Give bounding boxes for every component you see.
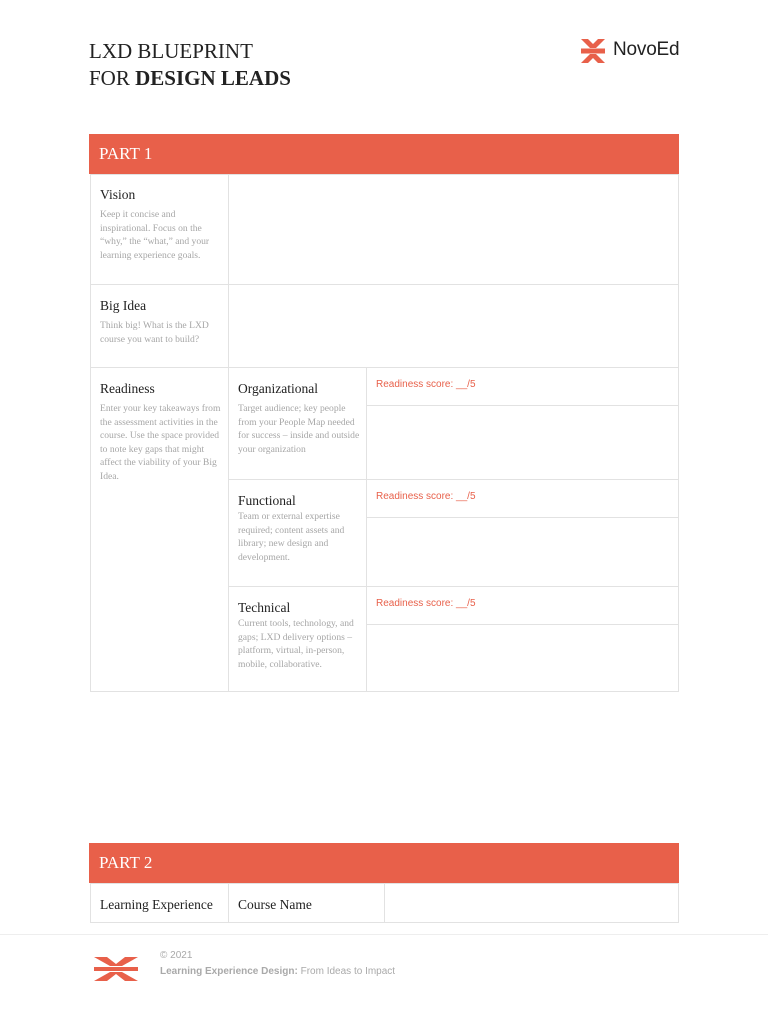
vision-hint: Keep it concise and inspirational. Focus on the “why,” the “what,” and your learning experience goals.	[100, 209, 210, 261]
readiness-hint: Enter your key takeaways from the assessment activities in the course. Use the space provided to note key gaps that might affect the viability of your Big Idea.	[100, 403, 221, 482]
footer-copyright: © 2021	[160, 950, 193, 961]
organizational-notes-area[interactable]	[366, 405, 679, 480]
big-idea-label: Big Idea	[100, 298, 147, 313]
functional-notes-area[interactable]	[366, 517, 679, 587]
functional-hint: Team or external expertise required; content assets and library; new design and development.	[238, 511, 345, 563]
page-title	[89, 38, 291, 92]
functional-score: Readiness score: __/5	[376, 491, 476, 502]
title-line-2	[89, 65, 291, 92]
footer-tagline-bold: Learning Experience Design:	[160, 966, 298, 977]
vision-label: Vision	[100, 187, 136, 202]
big-idea-label-cell	[90, 284, 229, 368]
novoed-logo-icon	[93, 954, 139, 984]
learning-experience-label: Learning Experience	[100, 897, 213, 912]
organizational-label: Organizational	[238, 381, 318, 396]
organizational-score: Readiness score: __/5	[376, 379, 476, 390]
novoed-logo-icon	[580, 37, 606, 65]
brand-logo	[580, 37, 690, 65]
big-idea-hint: Think big! What is the LXD course you want to build?	[100, 320, 209, 345]
functional-label-cell	[228, 479, 367, 587]
title-prefix: FOR	[89, 66, 136, 90]
title-bold: DESIGN LEADS	[135, 66, 291, 90]
technical-label: Technical	[238, 600, 291, 615]
technical-score: Readiness score: __/5	[376, 598, 476, 609]
functional-score-cell[interactable]	[366, 479, 679, 518]
readiness-label: Readiness	[100, 381, 155, 396]
organizational-label-cell	[228, 367, 367, 480]
organizational-score-cell[interactable]	[366, 367, 679, 406]
vision-label-cell	[90, 174, 229, 285]
readiness-label-cell	[90, 367, 229, 692]
big-idea-input-area[interactable]	[228, 284, 679, 368]
part1-heading: PART 1	[89, 134, 679, 174]
organizational-hint: Target audience; key people from your People Map needed for success – inside and outside your organization	[238, 403, 360, 455]
part2-heading: PART 2	[89, 843, 679, 883]
footer-tagline-rest: From Ideas to Impact	[297, 966, 396, 977]
title-line-1: LXD BLUEPRINT	[89, 39, 253, 63]
course-name-input[interactable]	[384, 883, 679, 923]
technical-score-cell[interactable]	[366, 586, 679, 625]
course-name-label-cell	[228, 883, 385, 923]
brand-name: NovoEd	[613, 39, 680, 60]
learning-experience-label-cell	[90, 883, 229, 923]
functional-label: Functional	[238, 493, 296, 508]
technical-hint: Current tools, technology, and gaps; LXD delivery options – platform, virtual, in-person, mobile, collaborative.	[238, 618, 354, 670]
technical-label-cell	[228, 586, 367, 692]
technical-notes-area[interactable]	[366, 624, 679, 692]
page-footer	[0, 934, 768, 1024]
course-name-label: Course Name	[238, 897, 312, 912]
vision-input-area[interactable]	[228, 174, 679, 285]
footer-tagline	[160, 966, 395, 977]
